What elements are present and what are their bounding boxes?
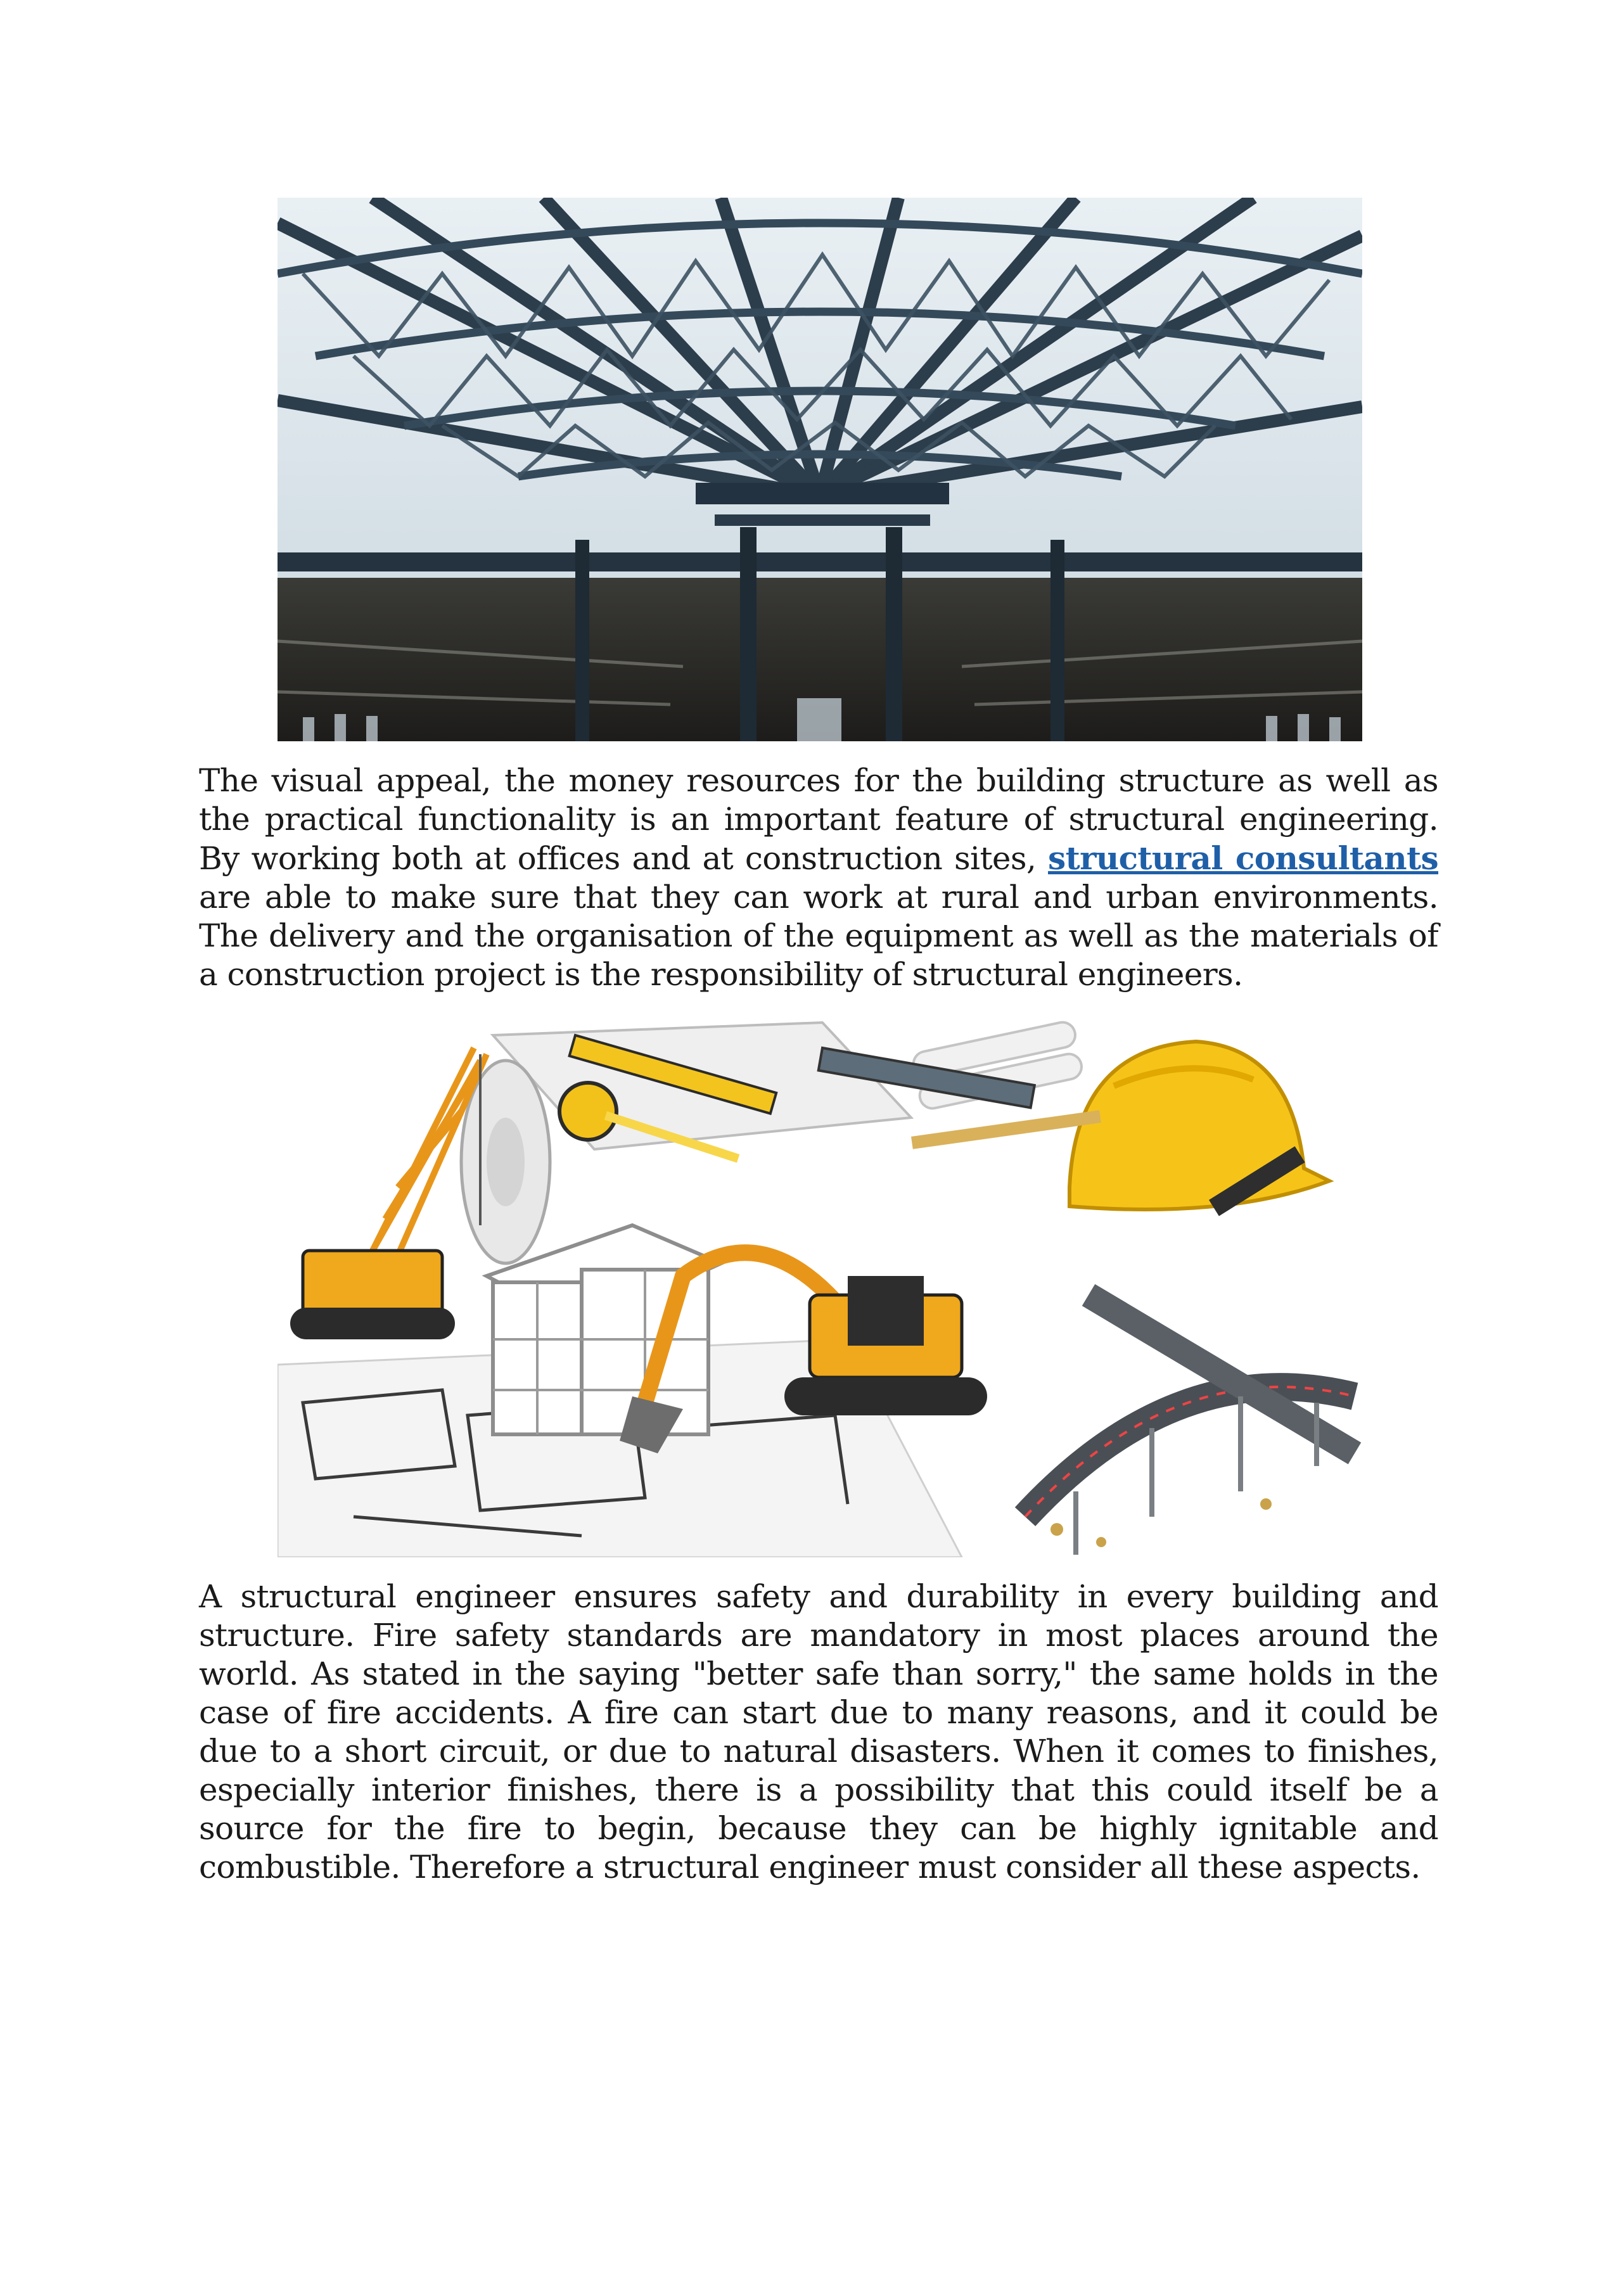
steel-structure-photo xyxy=(278,198,1362,741)
paragraph1-text-start: The visual appeal, the money resources for the building structure as well as the practical functionality is an important feature of structural engineering. By working both at offices and at construction sites, xyxy=(199,762,1438,877)
paragraph-fire-safety: A structural engineer ensures safety and durability in every building and structure. Fire safety standards are mandatory in most places around the world. As stated in the saying "better safe than sorry," the same holds in the case of fire accidents. A fire can start due to many reasons, and it could be due to a short circuit, or due to natural disasters. When it comes to finishes, especially interior finishes, there is a possibility that this could itself be a source for the fire to begin, because they can be highly ignitable and combustible. Therefore a structural engineer must consider all these aspects. xyxy=(199,1578,1438,1885)
structural-consultants-link[interactable]: structural consultants xyxy=(1048,839,1438,877)
paragraph1-text-end: are able to make sure that they can work at rural and urban environments. The delivery and the organisation of the equipment as well as the materials of a construction project is the responsibility of structural engineers. xyxy=(199,879,1438,993)
construction-equipment-illustration xyxy=(278,1010,1362,1557)
paragraph-structural-engineering xyxy=(199,762,1438,994)
